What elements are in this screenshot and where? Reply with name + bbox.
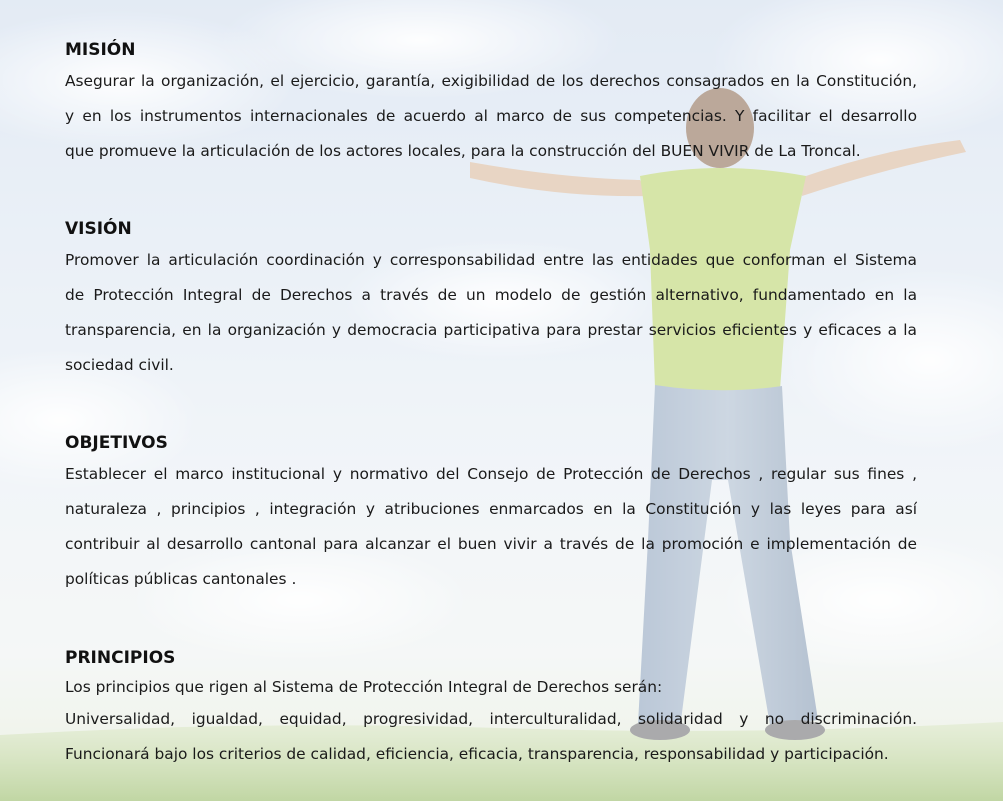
vision-line: de Protección Integral de Derechos a través de un modelo de gestión alternativo, fundamentado en la (65, 286, 917, 304)
objetivos-line: contribuir al desarrollo cantonal para alcanzar el buen vivir a través de la promoción e implementación de (65, 535, 917, 553)
mision-line: y en los instrumentos internacionales de acuerdo al marco de sus competencias. Y facilitar el desarrollo (65, 107, 917, 125)
section-mision (65, 36, 917, 169)
section-principios (65, 644, 917, 770)
principios-line: Funcionará bajo los criterios de calidad, eficiencia, eficacia, transparencia, responsabilidad y participación. (65, 745, 889, 763)
principios-line: Universalidad, igualdad, equidad, progresividad, interculturalidad, solidaridad y no discriminación. (65, 710, 917, 728)
vision-line: sociedad civil. (65, 356, 174, 374)
objetivos-line: Establecer el marco institucional y normativo del Consejo de Protección de Derechos , regular sus fines , (65, 465, 917, 483)
section-objetivos (65, 429, 917, 597)
heading-principios: PRINCIPIOS (65, 648, 176, 668)
heading-vision: VISIÓN (65, 219, 132, 239)
mision-line: Asegurar la organización, el ejercicio, garantía, exigibilidad de los derechos consagrados en la Constitución, (65, 72, 917, 90)
vision-line: Promover la articulación coordinación y corresponsabilidad entre las entidades que conforman el Sistema (65, 251, 917, 269)
heading-objetivos: OBJETIVOS (65, 433, 168, 453)
objetivos-line: naturaleza , principios , integración y atribuciones enmarcados en la Constitución y las leyes para así (65, 500, 917, 518)
heading-mision: MISIÓN (65, 40, 136, 60)
vision-line: transparencia, en la organización y democracia participativa para prestar servicios eficientes y eficaces a la (65, 321, 917, 339)
principios-intro: Los principios que rigen al Sistema de Protección Integral de Derechos serán: (65, 678, 663, 696)
mision-line: que promueve la articulación de los actores locales, para la construcción del BUEN VIVIR de La Troncal. (65, 142, 861, 160)
section-vision (65, 215, 917, 383)
objetivos-line: políticas públicas cantonales . (65, 570, 297, 588)
